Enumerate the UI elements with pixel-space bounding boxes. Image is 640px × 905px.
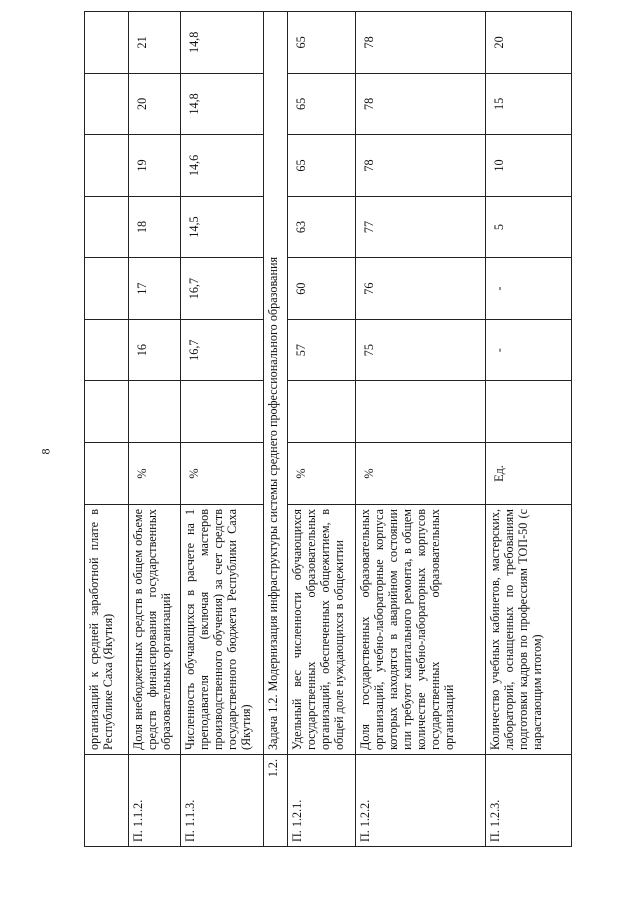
- row-code: П. 1.2.2.: [355, 755, 485, 847]
- row-value: 78: [355, 73, 485, 135]
- row-value: 17: [129, 258, 181, 320]
- row-value: 21: [129, 12, 181, 74]
- row-unit: %: [181, 443, 264, 505]
- row-value: -: [485, 319, 571, 381]
- row-value: 16: [129, 319, 181, 381]
- table-row: [355, 12, 485, 847]
- table-wrapper: [84, 12, 572, 847]
- row-unit: [85, 443, 129, 505]
- row-unit: %: [288, 443, 355, 505]
- row-value: [85, 12, 129, 74]
- row-code: П. 1.1.2.: [129, 755, 181, 847]
- table-row: [181, 12, 264, 847]
- indicator-table-rotated: [84, 12, 572, 847]
- row-value: 78: [355, 12, 485, 74]
- row-value: 14,6: [181, 135, 264, 197]
- row-value: [85, 319, 129, 381]
- row-value: [85, 381, 129, 443]
- row-value: 14,8: [181, 73, 264, 135]
- row-value: 14,5: [181, 196, 264, 258]
- row-value: [485, 381, 571, 443]
- row-code: П. 1.1.3.: [181, 755, 264, 847]
- row-value: 10: [485, 135, 571, 197]
- indicator-table: [84, 11, 572, 847]
- row-name: Доля государственных образовательных организаций, учебно-лабораторные корпуса которых находятся в аварийном состоянии или требуют капитального ремонта, в общем количестве учебно-лабораторных корпусов государственных образовательных организаций: [355, 505, 485, 755]
- row-name: Удельный вес численности обучающихся государственных образовательных организаций, обеспеченных общежитием, в общей доле нуждающихся в общежитии: [288, 505, 355, 755]
- task-code: 1.2.: [264, 755, 288, 847]
- row-value: 65: [288, 12, 355, 74]
- row-value: 76: [355, 258, 485, 320]
- row-name: Количество учебных кабинетов, мастерских, лабораторий, оснащенных по требованиям подготовки кадров по профессиям ТОП-50 (с нарастающим итогом): [485, 505, 571, 755]
- row-value: [129, 381, 181, 443]
- row-value: 15: [485, 73, 571, 135]
- row-value: [181, 381, 264, 443]
- table-row: [129, 12, 181, 847]
- row-code: П. 1.2.3.: [485, 755, 571, 847]
- row-name: организаций к средней заработной плате в Республике Саха (Якутия): [85, 505, 129, 755]
- row-value: 5: [485, 196, 571, 258]
- row-value: -: [485, 258, 571, 320]
- table-row: [288, 12, 355, 847]
- row-code: П. 1.2.1.: [288, 755, 355, 847]
- row-value: 65: [288, 73, 355, 135]
- table-row: [485, 12, 571, 847]
- row-value: [85, 196, 129, 258]
- row-value: 14,8: [181, 12, 264, 74]
- row-value: [85, 135, 129, 197]
- row-value: [85, 73, 129, 135]
- row-value: 16,7: [181, 258, 264, 320]
- row-code: [85, 755, 129, 847]
- page-number: 8: [38, 448, 53, 455]
- row-value: 57: [288, 319, 355, 381]
- row-value: [85, 258, 129, 320]
- row-unit: %: [129, 443, 181, 505]
- row-value: 18: [129, 196, 181, 258]
- row-value: 65: [288, 135, 355, 197]
- row-value: 63: [288, 196, 355, 258]
- task-row: [264, 12, 288, 847]
- table-row: [85, 12, 129, 847]
- row-value: [288, 381, 355, 443]
- row-value: 78: [355, 135, 485, 197]
- row-value: 77: [355, 196, 485, 258]
- row-name: Численность обучающихся в расчете на 1 преподавателя (включая мастеров производственного обучения) за счет средств государственного бюджета Республики Саха (Якутия): [181, 505, 264, 755]
- row-value: 60: [288, 258, 355, 320]
- row-value: 20: [485, 12, 571, 74]
- row-value: 19: [129, 135, 181, 197]
- task-title: Задача 1.2. Модернизация инфраструктуры системы среднего профессионального образования: [264, 12, 288, 755]
- row-value: 75: [355, 319, 485, 381]
- row-name: Доля внебюджетных средств в общем объеме средств финансирования государственных образовательных организаций: [129, 505, 181, 755]
- row-value: 16,7: [181, 319, 264, 381]
- row-value: 20: [129, 73, 181, 135]
- row-value: [355, 381, 485, 443]
- row-unit: %: [355, 443, 485, 505]
- row-unit: Ед.: [485, 443, 571, 505]
